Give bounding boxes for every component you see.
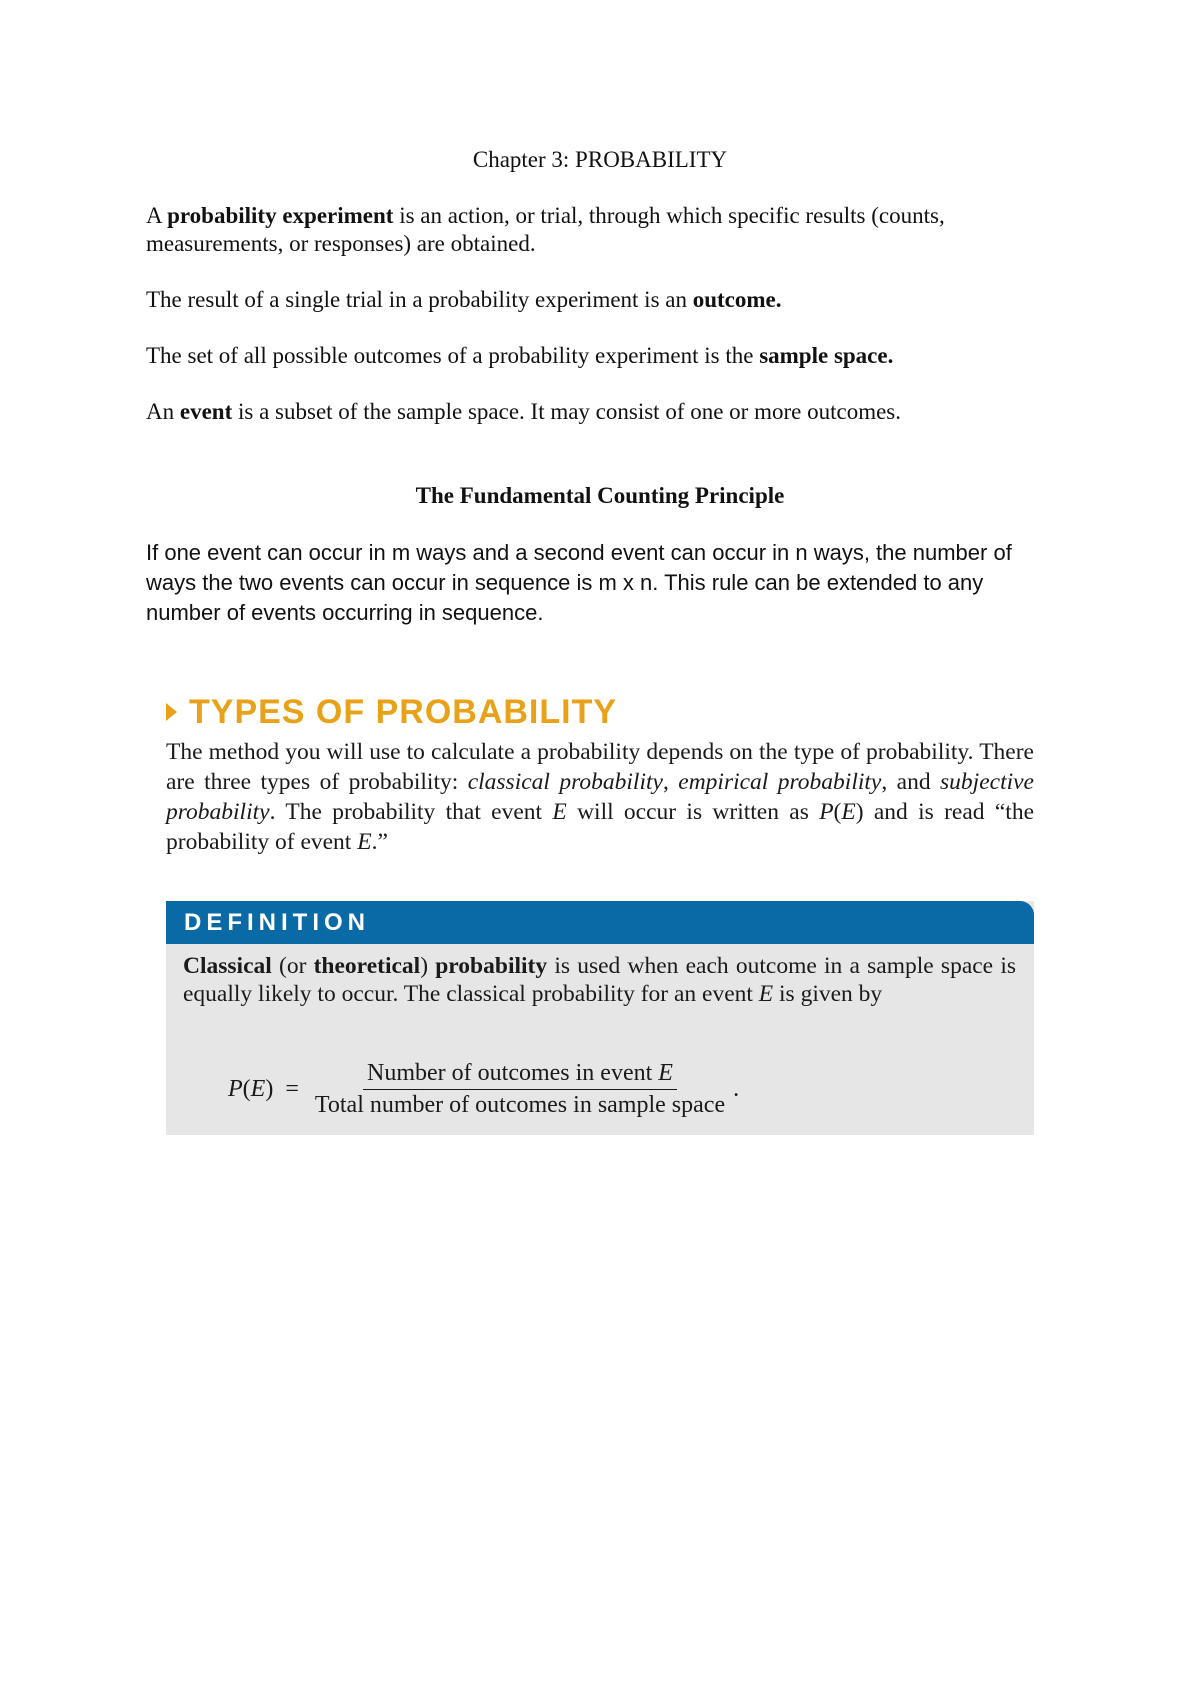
def-mid1: (or (271, 953, 314, 979)
definition-box (166, 901, 1034, 1135)
types-p: P (819, 799, 834, 825)
p3-term: sample space. (759, 343, 894, 368)
classical-probability-formula (228, 1054, 739, 1124)
types-paren-close: ) (855, 799, 864, 825)
fcp-title-text: The Fundamental Counting Principle (415, 483, 785, 508)
def-term-classical: Classical (183, 953, 272, 979)
p4-term: event (179, 399, 233, 424)
definition-outcome (146, 286, 1046, 314)
p4-post: is a subset of the sample space. It may consist of one or more outcomes. (232, 399, 902, 424)
fcp-text (146, 538, 1046, 628)
types-s1: The method you will use to calculate a probability depends on the type of probability. There are three types of probability: (166, 739, 1034, 795)
numerator-var: E (658, 1059, 673, 1086)
types-s2: , and (881, 769, 941, 795)
p1-post: is an action, or trial, through which specific results (counts, measurements, or responses) are obtained. (146, 203, 945, 256)
def-mid2: ) (420, 953, 436, 979)
types-title: TYPES OF PROBABILITY (189, 692, 618, 731)
def-text1: is used when each outcome in a sample space is equally likely to occur. The classical probability for an event (183, 953, 1016, 1007)
types-comma1: , (662, 769, 679, 795)
formula-open: ( (242, 1075, 251, 1102)
formula-numerator (363, 1060, 677, 1090)
def-var-e: E (758, 981, 774, 1007)
def-term-theoretical: theoretical (313, 953, 421, 979)
types-heading (166, 690, 617, 734)
fcp-text-body: If one event can occur in m ways and a second event can occur in n ways, the number of ways the two events can occur in sequence is m x n. This rule can be extended to any number of events occurring in sequence. (146, 540, 1012, 625)
types-e1: E (552, 799, 567, 825)
types-empirical: empirical probability (678, 769, 882, 795)
definition-sample-space (146, 342, 1046, 370)
types-paren-open: ( (833, 799, 842, 825)
definition-header (166, 901, 1034, 944)
chapter-title-text: Chapter 3: PROBABILITY (472, 147, 728, 172)
formula-lhs (228, 1076, 273, 1103)
p1-pre: A (146, 203, 168, 228)
formula-fraction (311, 1060, 729, 1119)
p3-pre: The set of all possible outcomes of a probability experiment is the (146, 343, 760, 368)
types-s6: .” (371, 829, 388, 855)
types-s5: and is read “the probability of event (166, 799, 1034, 855)
definition-body (183, 952, 1016, 1008)
chapter-title (0, 146, 1200, 174)
fcp-title (0, 482, 1200, 510)
definition-label: DEFINITION (184, 909, 370, 936)
p1-term: probability experiment (167, 203, 394, 228)
types-s4: will occur is written as (566, 799, 820, 825)
types-body (166, 737, 1034, 857)
types-classical: classical probability (467, 769, 663, 795)
definition-event (146, 398, 1046, 426)
definition-probability-experiment (146, 202, 1046, 258)
p4-pre: An (146, 399, 180, 424)
triangle-right-icon (166, 703, 177, 721)
p2-pre: The result of a single trial in a probability experiment is an (146, 287, 693, 312)
types-e3: E (357, 829, 372, 855)
def-term-probability: probability (435, 953, 548, 979)
formula-period: . (733, 1075, 740, 1102)
formula-denominator: Total number of outcomes in sample space (314, 1091, 726, 1118)
formula-p: P (228, 1075, 243, 1102)
formula-equals: = (285, 1075, 299, 1102)
numerator-text: Number of outcomes in event (367, 1059, 659, 1086)
formula-e: E (250, 1075, 266, 1102)
types-subjective: subjective probability (166, 769, 1034, 825)
p2-term: outcome. (692, 287, 782, 312)
formula-close: ) (265, 1075, 274, 1102)
types-s3: . The probability that event (269, 799, 553, 825)
def-text2: is given by (773, 981, 883, 1007)
types-e2: E (841, 799, 856, 825)
